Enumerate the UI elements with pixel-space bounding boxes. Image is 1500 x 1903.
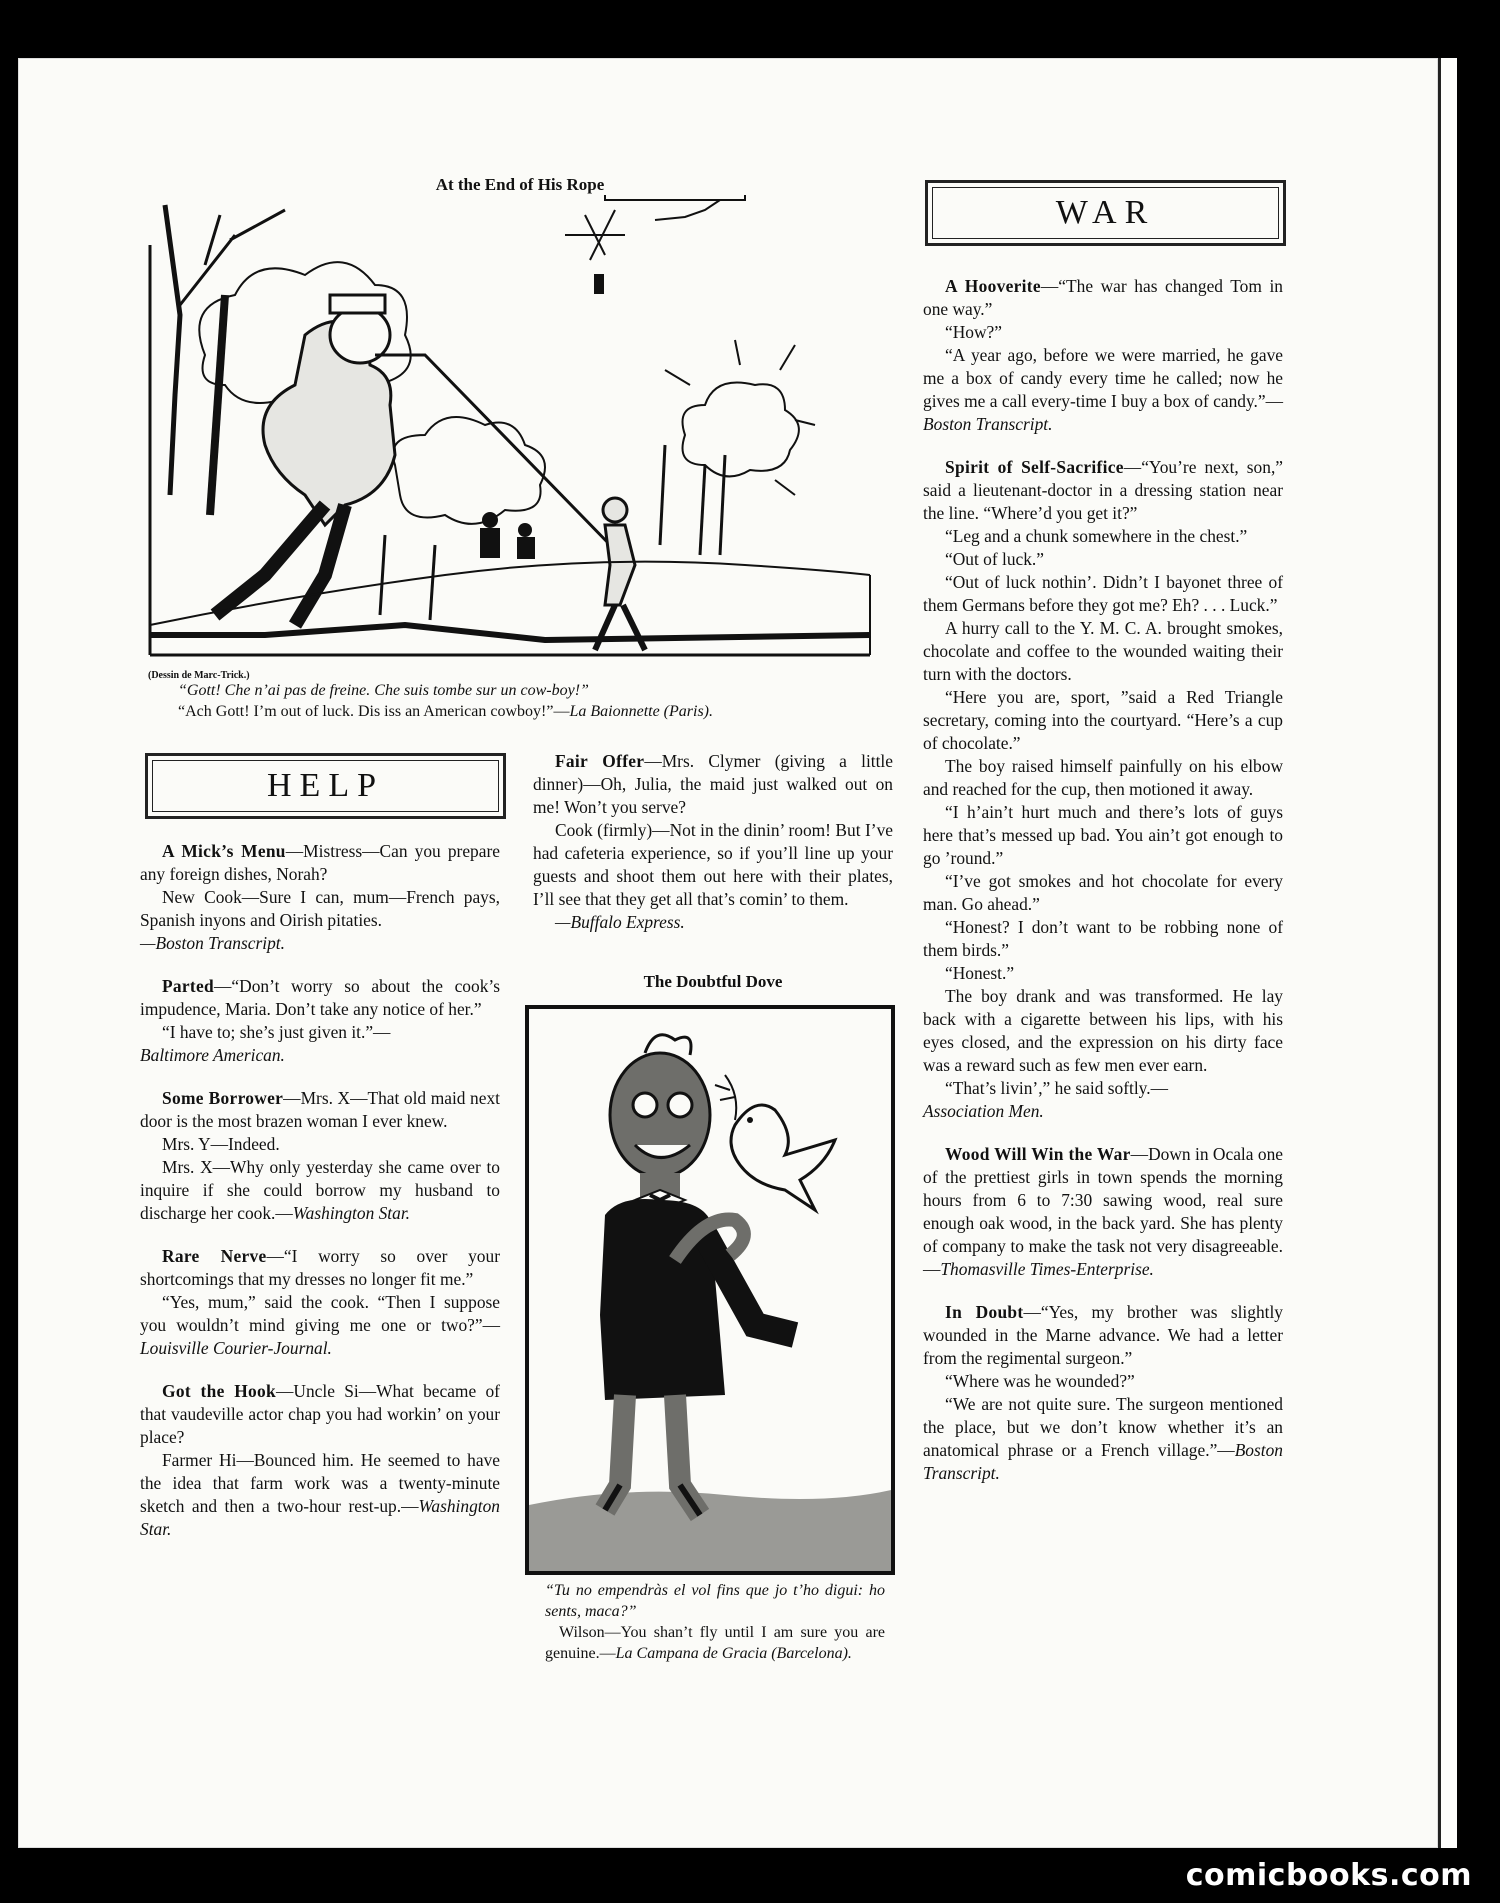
borrower-line3	[140, 1156, 500, 1225]
item-text: “I have to; she’s just given it.”—	[162, 1022, 391, 1042]
item-source: Washington Star.	[292, 1203, 411, 1223]
item-text: “We are not quite sure. The surgeon mentioned the place, but we don’t know whether it’s an anatomical phrase or a French village.”—	[923, 1394, 1283, 1460]
item-headline: A Mick’s Menu	[162, 841, 286, 861]
mick-menu-reply: New Cook—Sure I can, mum—French pays, Spanish inyons and Oirish pitaties.	[140, 887, 500, 930]
borrower-line2: Mrs. Y—Indeed.	[162, 1134, 280, 1154]
item-headline: Wood Will Win the War	[945, 1144, 1131, 1164]
fair-offer-reply: Cook (firmly)—Not in the dinin’ room! But I’ve had cafeteria experience, so if you’ll line up your guests and shoot them out here with their plates, I’ll see that they get all that’s comin’ to them.	[533, 820, 893, 909]
caption-source: La Baionnette (Paris).	[569, 703, 714, 720]
item-text: —Uncle Si—What became of that vaudeville actor chap you had workin’ on your place?	[140, 1381, 500, 1447]
dove-caption-catalan: “Tu no empendràs el vol fins que jo t’ho digui: ho sents, maca?”	[545, 1582, 885, 1620]
spirit-p7: The boy raised himself painfully on his elbow and reached for the cup, then motioned it away.	[923, 756, 1283, 799]
spirit-p10: “Honest? I don’t want to be robbing none of them birds.”	[923, 917, 1283, 960]
item-text: Mrs. X—Why only yesterday she came over to inquire if she could borrow my husband to discharge her cook.—	[140, 1157, 500, 1223]
item-text: —“Don’t worry so about the cook’s impudence, Maria. Don’t take any notice of her.”	[140, 976, 500, 1019]
item-headline: Parted	[162, 976, 215, 996]
doubt-item	[923, 1301, 1283, 1370]
doubt-p3	[923, 1393, 1283, 1485]
spirit-p8: “I h’ain’t hurt much and there’s lots of guys here that’s messed up bad. You ain’t got enough to go ’round.”	[923, 802, 1283, 868]
item-headline: Spirit of Self-Sacrifice	[945, 457, 1124, 477]
item-text: —“You’re next, son,” said a lieutenant-doctor in a dressing station near the line. “Where’d you get it?”	[923, 457, 1284, 523]
war-title-text: WAR	[1055, 194, 1156, 231]
war-column	[923, 275, 1283, 1485]
item-text: —Mrs. X—That old maid next door is the most brazen woman I ever knew.	[140, 1088, 501, 1131]
item-headline: Got the Hook	[162, 1381, 276, 1401]
item-headline: Some Borrower	[162, 1088, 284, 1108]
spirit-item	[923, 456, 1283, 525]
item-headline: Fair Offer	[555, 751, 645, 771]
item-source: Washington Star.	[140, 1496, 500, 1539]
spirit-p11: “Honest.”	[945, 963, 1015, 983]
nerve-reply	[140, 1291, 500, 1360]
nerve-item	[140, 1245, 500, 1291]
cartoon-the-doubtful-dove	[525, 1005, 895, 1575]
middle-column	[533, 750, 893, 934]
help-title-text: HELP	[267, 767, 384, 804]
caption-english	[178, 701, 878, 722]
caption-english-text: “Ach Gott! I’m out of luck. Dis iss an American cowboy!”—	[178, 703, 570, 720]
dove-caption-english	[545, 1622, 885, 1664]
item-text: —Mrs. Clymer (giving a little dinner)—Oh, Julia, the maid just walked out on me! Won’t you serve?	[533, 751, 893, 817]
item-text: “Yes, mum,” said the cook. “Then I suppose you wouldn’t mind giving me one or two?”—	[140, 1292, 500, 1335]
cartoon-credit: (Dessin de Marc-Trick.)	[148, 670, 250, 681]
borrower-item	[140, 1087, 500, 1133]
hooverite-p2: “How?”	[945, 322, 1002, 342]
item-source: —Boston Transcript.	[140, 933, 285, 953]
item-source: —Buffalo Express.	[555, 912, 685, 932]
caption-source: La Campana de Gracia (Barcelona).	[615, 1645, 852, 1662]
spirit-p9: “I’ve got smokes and hot chocolate for every man. Go ahead.”	[923, 871, 1283, 914]
help-section-title	[145, 753, 506, 819]
spirit-p2: “Leg and a chunk somewhere in the chest.”	[945, 526, 1248, 546]
item-source: Association Men.	[923, 1101, 1044, 1121]
item-text: “A year ago, before we were married, he gave me a box of candy every time he called; now he gives me a call every-time I buy a box of candy.”—	[923, 345, 1283, 411]
watermark-logo: comicbooks.com	[1185, 1858, 1472, 1893]
caption-text: Wilson—You shan’t fly until I am sure you are genuine.—	[545, 1624, 885, 1662]
spirit-p5: A hurry call to the Y. M. C. A. brought smokes, chocolate and coffee to the wounded waiting their turn with the doctors.	[923, 618, 1283, 684]
parted-item	[140, 975, 500, 1021]
wood-item	[923, 1143, 1283, 1281]
item-headline: In Doubt	[945, 1302, 1024, 1322]
war-section-title	[925, 180, 1286, 246]
dove-caption	[545, 1580, 885, 1664]
item-headline: A Hooverite	[945, 276, 1041, 296]
spirit-p3: “Out of luck.”	[945, 549, 1044, 569]
cartoon-title: At the End of His Rope	[435, 175, 605, 194]
item-text: —Mistress—Can you prepare any foreign dishes, Norah?	[140, 841, 500, 884]
spirit-p6: “Here you are, sport, ”said a Red Triangle secretary, coming into the courtyard. “Here’s a cup of chocolate.”	[923, 687, 1283, 753]
caption-french: “Gott! Che n’ai pas de freine. Che suis tombe sur un cow-boy!”	[178, 682, 589, 699]
mick-menu-item	[140, 840, 500, 886]
facing-page-edge	[1438, 58, 1457, 1848]
spirit-p4: “Out of luck nothin’. Didn’t I bayonet three of them Germans before they got me? Eh? . . . Luck.”	[923, 572, 1283, 615]
item-text: Farmer Hi—Bounced him. He seemed to have the idea that farm work was a twenty-minute sketch and then a two-hour rest-up.—	[140, 1450, 500, 1516]
hook-item	[140, 1380, 500, 1449]
item-source: Boston Transcript.	[923, 414, 1053, 434]
item-source: Thomasville Times-Enterprise.	[940, 1259, 1154, 1279]
hook-reply	[140, 1449, 500, 1541]
doubt-p2: “Where was he wounded?”	[945, 1371, 1135, 1391]
cartoon-at-the-end-of-his-rope	[145, 195, 875, 660]
item-text: —“Yes, my brother was slightly wounded in the Marne advance. We had a letter from the regimental surgeon.”	[923, 1302, 1283, 1368]
item-text: —“I worry so over your shortcomings that my dresses no longer fit me.”	[140, 1246, 500, 1289]
spirit-p12: The boy drank and was transformed. He lay back with a cigarette between his lips, with his eyes closed, and the expression on his dirty face was a reward such as few men ever earn.	[923, 986, 1283, 1075]
hooverite-item	[923, 275, 1283, 321]
item-headline: Rare Nerve	[162, 1246, 267, 1266]
help-column	[140, 840, 500, 1541]
cartoon-caption	[178, 680, 878, 722]
item-text: —“The war has changed Tom in one way.”	[923, 276, 1284, 319]
item-source: Louisville Courier-Journal.	[140, 1338, 332, 1358]
cartoon-title-doubtful-dove: The Doubtful Dove	[643, 972, 783, 991]
item-source: Baltimore American.	[140, 1045, 285, 1065]
item-source: Boston Transcript.	[923, 1440, 1283, 1483]
spirit-p13: “That’s livin’,” he said softly.—	[945, 1078, 1168, 1098]
parted-reply	[140, 1021, 500, 1044]
item-text: —Down in Ocala one of the prettiest girls in town spends the morning hours from 6 to 7:30 sawing wood, real sure enough oak wood, in the back yard. She has plenty of company to make the task not very disagreeable.—	[923, 1144, 1283, 1279]
hooverite-p3	[923, 344, 1283, 436]
fair-offer-item	[533, 750, 893, 819]
